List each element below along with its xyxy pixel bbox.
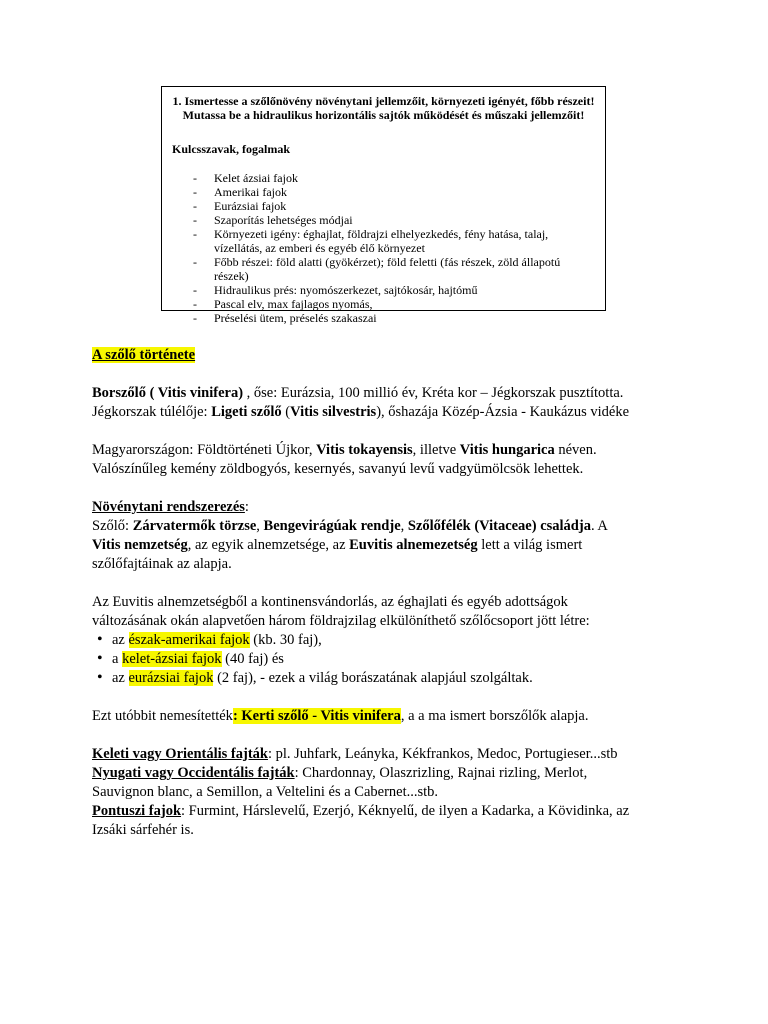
keyword-item: - Kelet ázsiai fajok [172, 171, 595, 185]
keyword-item: - Hidraulikus prés: nyomószerkezet, sajtókosár, hajtómű [172, 283, 595, 297]
keywords-title: Kulcsszavak, fogalmak [172, 142, 291, 156]
list-item: • a kelet-ázsiai fajok (40 faj) és [92, 650, 692, 669]
keyword-item: - Pascal elv, max fajlagos nyomás, [172, 297, 595, 311]
keyword-item: - Főbb részei: föld alatti (gyökérzet); föld feletti (fás részek, zöld állapotú részek) [172, 255, 595, 283]
keyword-item: - Préselési ütem, préselés szakaszai [172, 311, 595, 325]
list-item: • az eurázsiai fajok (2 faj), - ezek a világ borászatának alapjául szolgáltak. [92, 669, 692, 688]
paragraph-borszolo: Borszőlő ( Vitis vinifera) , őse: Eurázsia, 100 millió év, Kréta kor – Jégkorszak pusztította. Jégkorszak túlélője: Ligeti szőlő (Vitis silvestris), őshazája Közép-Ázsia - Kaukázus vidéke [92, 385, 630, 420]
keyword-item: - Környezeti igény: éghajlat, földrajzi elhelyezkedés, fény hatása, talaj, vízellátás, az emberi és egyéb élő környezet [172, 227, 595, 255]
paragraph-euvitis: Az Euvitis alnemzetségből a kontinensvándorlás, az éghajlati és egyéb adottságok változásának okán alapvetően három földrajzilag elkülöníthető szőlőcsoport jött létre: [92, 594, 590, 629]
paragraph-rendszerezes: Növénytani rendszerezés: Szőlő: Zárvatermők törzse, Bengevirágúak rendje, Szőlőfélék (Vitaceae) családja. A Vitis nemzetség, az egyik alnemzetsége, az Euvitis alnemezetség lett a világ ismert szőlőfajtáinak az alapja. [92, 499, 608, 572]
question-heading-line-2: Mutassa be a hidraulikus horizontális sajtók működését és műszaki jellemzőit! [182, 108, 585, 122]
paragraph-magyarorszag: Magyarországon: Földtörténeti Újkor, Vitis tokayensis, illetve Vitis hungarica néven. Valószínűleg kemény zöldbogyós, kesernyés, savanyú levű vadgyümölcsök lehettek. [92, 442, 597, 477]
keyword-item: - Amerikai fajok [172, 185, 595, 199]
species-group-list [92, 631, 692, 688]
document-body [92, 346, 692, 840]
question-heading-line-1: 1. Ismertesse a szőlőnövény növénytani jellemzőit, környezeti igényét, főbb részeit! [172, 94, 595, 108]
section-title: A szőlő története [92, 347, 196, 363]
keyword-item: - Szaporítás lehetséges módjai [172, 213, 595, 227]
paragraph-fajtak: Keleti vagy Orientális fajták: pl. Juhfark, Leányka, Kékfrankos, Medoc, Portugieser...stb Nyugati vagy Occidentális fajták: Chardonnay, Olaszrizling, Rajnai rizling, Merlot, Sauvignon blanc, a Semillon, a Veltelini és a Cabernet...stb. Pontuszi fajok: Furmint, Hárslevelű, Ezerjó, Kéknyelű, de ilyen a Kadarka, a Kövidinka, az Izsáki sárfehér is. [92, 746, 630, 838]
keywords-list [172, 171, 595, 325]
keyword-item: - Eurázsiai fajok [172, 199, 595, 213]
paragraph-nemesites: Ezt utóbbit nemesítették: Kerti szőlő - Vitis vinifera, a a ma ismert borszőlők alapja. [92, 708, 589, 724]
question-box [161, 86, 606, 325]
list-item: • az észak-amerikai fajok (kb. 30 faj), [92, 631, 692, 650]
